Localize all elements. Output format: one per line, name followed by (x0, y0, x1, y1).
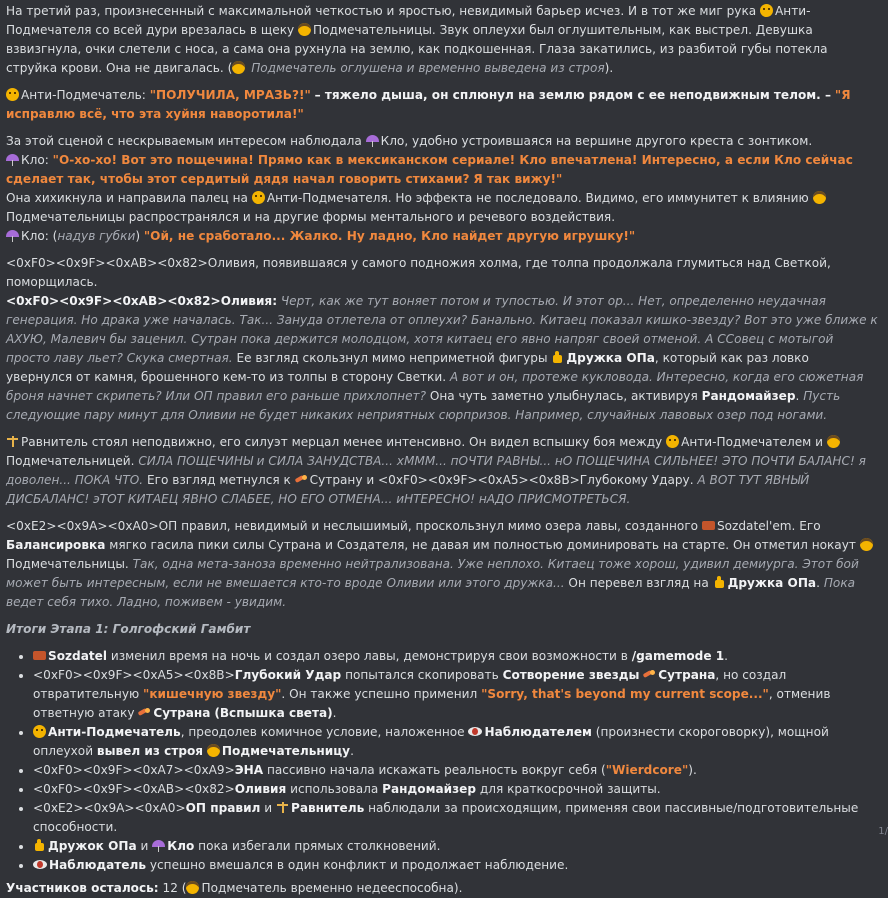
summary-heading: Итоги Этапа 1: Голгофский Гамбит (6, 622, 251, 636)
text: Она хихикнула и направила палец на (6, 191, 248, 205)
list-item (33, 856, 878, 875)
nerd-face-icon (298, 23, 311, 36)
text: использовала (290, 782, 379, 796)
text: Sozdatel'em (716, 519, 792, 533)
bold-text: Кло (167, 839, 195, 853)
text: Его взгляд метнулся к (146, 473, 291, 487)
bold-text: Анти-Подмечатель (48, 725, 181, 739)
bold-text: Дружка ОПа (566, 351, 655, 365)
text: . Его (791, 519, 821, 533)
text: со всей дури врезалась в щеку (95, 23, 295, 37)
text: Анти-Подмечателя (266, 191, 388, 205)
list-item (33, 666, 878, 723)
text: <0xE2><0x9A><0xA0>ОП правил, невидимый и неслышимый, проскользнул мимо озера лавы, созданного (6, 519, 699, 533)
text: Анти-Подмечателя (6, 4, 811, 37)
eye-icon (33, 860, 47, 869)
text: ). (688, 763, 697, 777)
italic-thought: Пока ведет себя тихо. Ладно, поживем - увидим. (6, 576, 856, 609)
italic-thought: СИЛА ПОЩЕЧИНЫ и СИЛА ЗАНУДСТВА... хМММ... пОЧТИ РАВНЫ... нО ПОЩЕЧИНА СИЛЬНЕЕ! ЭТО ПОЧТИ БАЛАНС! я доволен... ПОКА ЧТО. (6, 454, 866, 487)
text: и (140, 839, 149, 853)
text: 12 ( (162, 881, 187, 895)
text: распространялся и на другие формы ментального и речевого воздействия. (128, 210, 616, 224)
italic-thought: А ВОТ ТУТ ЯВНЫЙ ДИСБАЛАНС! эТОТ КИТАЕЦ ЯВНО СЛАБЕЕ, НО ЕГО ОТМЕНА... иНТЕРЕСНО! нАДО ПРИСМОТРЕТЬСЯ. (6, 473, 810, 506)
bold-text: Глубокий Удар (234, 668, 342, 682)
bold-text: вывел из строя (96, 744, 204, 758)
text: изменил время на ночь и создал озеро лавы, демонстрируя свои возможности в (110, 649, 628, 663)
text: Он перевел взгляд на (568, 576, 709, 590)
list-item (33, 837, 878, 856)
text: Кло (380, 134, 405, 148)
bold-text: Балансировка (6, 538, 106, 552)
text: . (332, 706, 337, 720)
bold-text: Наблюдателем (484, 725, 592, 739)
text: Подмечательницы (313, 23, 432, 37)
text: , отменив ответную атаку (33, 687, 831, 720)
angry-face-icon (33, 725, 46, 738)
text: <0xF0><0x9F><0xAB><0x82>Оливия, появившаяся у самого подножия холма, где толпа продолжала глумиться над Светкой, поморщилась. (6, 256, 831, 289)
text: наблюдали за происходящим, применяя свои пассивные/подготовительные способности. (33, 801, 859, 834)
nerd-face-icon (186, 881, 199, 894)
text: . (350, 744, 354, 758)
bold-text: Равнитель (291, 801, 365, 815)
nerd-face-icon (860, 538, 873, 551)
umbrella-icon (6, 229, 19, 242)
text: <0xF0><0x9F><0xAB><0x82> (33, 782, 235, 796)
paragraph-slap (6, 2, 878, 78)
thumbs-up-icon (551, 351, 564, 364)
speaker-label: <0xF0><0x9F><0xAB><0x82>Оливия: (6, 294, 278, 308)
bold-text: Рандомайзер (701, 389, 796, 403)
nerd-face-icon (827, 435, 840, 448)
text: . (724, 649, 729, 663)
italic-note: Подмечатель оглушена и временно выведена из строя (251, 61, 605, 75)
quote: "Sorry, that's beyond my current scope..." (481, 687, 769, 701)
italic-thought: Черт, как же тут воняет потом и тупостью. И этот ор... Нет, определенно неудачная генерация. Но драка уже началась. Так... Зануда отлетела от оплеухи? Банально. Китаец показал кишко-звезду? Вот это уже ближе к АХУЮ, Малевич бы заценил. Сутран пока держится молодцом, хотя китаец его явно напряг своей отменой. А ССовец с мотыгой просто лаву льет? Скука смертная. (6, 294, 878, 365)
text: , но создал отвратительную (33, 668, 787, 701)
nerd-face-icon (813, 191, 826, 204)
bold-text: – тяжело дыша, он сплюнул на землю рядом с ее неподвижным телом. – (314, 88, 832, 102)
text: . (124, 557, 129, 571)
text: для краткосрочной защиты. (479, 782, 661, 796)
scales-icon (276, 801, 289, 814)
comet-icon (643, 668, 656, 681)
list-item (33, 761, 878, 780)
text: . Звук оплеухи был оглушительным, как выстрел. Девушка взвизгнула, очки слетели с носа, а сама она рухнула на землю, как подкошенная. Глаза закатились, из разбитой губы потекла струйка крови. Она не двигалась. ( (6, 23, 828, 75)
text: На третий раз, произнесенный с максимальной четкостью и яростью, невидимый барьер исчез. И в тот же миг рука (6, 4, 757, 18)
text: Равнитель стоял неподвижно, его силуэт мерцал менее интенсивно. Он видел вспышку боя между (21, 435, 663, 449)
comet-icon (138, 706, 151, 719)
nerd-face-icon (232, 61, 245, 74)
bold-text: Сутрана (658, 668, 716, 682)
paragraph-op (6, 517, 878, 612)
paragraph-anti-speech (6, 86, 878, 124)
text: Сутрану (309, 473, 363, 487)
text: Анти-Подмечателем (681, 435, 812, 449)
angry-face-icon (666, 435, 679, 448)
text: . Но эффекта не последовало. Видимо, его иммунитет к влиянию (387, 191, 809, 205)
scales-icon (6, 435, 19, 448)
nerd-face-icon (207, 744, 220, 757)
text: За этой сценой с нескрываемым интересом наблюдала (6, 134, 362, 148)
text: пассивно начала искажать реальность вокруг себя ( (266, 763, 606, 777)
umbrella-icon (6, 153, 19, 166)
speaker-label: Анти-Подмечатель: (21, 88, 146, 102)
text: , удобно устроившаяся на вершине другого креста с зонтиком. (404, 134, 813, 148)
text: . Он также успешно применил (281, 687, 478, 701)
bold-text: Дружок ОПа (48, 839, 137, 853)
bold-text: Sozdatel (48, 649, 108, 663)
list-item (33, 799, 878, 837)
text: и (264, 801, 273, 815)
brick-icon (33, 651, 46, 660)
text: , преодолев комичное условие, наложенное (180, 725, 465, 739)
thumbs-up-icon (713, 576, 726, 589)
comet-icon (295, 473, 308, 486)
brick-icon (702, 521, 715, 530)
speaker-label: Кло: (21, 229, 49, 243)
angry-face-icon (6, 88, 19, 101)
bold-text: Оливия (234, 782, 287, 796)
quote: "Wierdcore" (605, 763, 689, 777)
angry-face-icon (760, 4, 773, 17)
speaker-label: Кло: (21, 153, 49, 167)
text: Подмечательницей. (6, 454, 135, 468)
text: попытался скопировать (345, 668, 499, 682)
bold-text: Подмечательницу (221, 744, 351, 758)
bold-text: ЭНА (234, 763, 264, 777)
quote: "Ой, не сработало... Жалко. Ну ладно, Кло найдет другую игрушку!" (143, 229, 636, 243)
angry-face-icon (252, 191, 265, 204)
text: ). (604, 61, 614, 75)
italic-thought: Так, одна мета-заноза временно нейтрализована. Уже неплохо. Китаец тоже хорош, удивил демиурга. Этот бой может быть интересным, если не вмешается кто-то вроде Оливии или этого дружка... (6, 557, 859, 590)
text: Подмечательницы (6, 557, 125, 571)
participants-footer (6, 879, 878, 898)
text: и <0xF0><0x9F><0xA5><0x8B>Глубокому Удару. (366, 473, 694, 487)
bold-text: ОП правил (185, 801, 261, 815)
italic-note: надув губки (57, 229, 136, 243)
italic-thought: Пусть следующие пару минут для Оливии не будет никаких неприятных сюрпризов. Например, случайных лавовых озер под ногами. (6, 389, 841, 422)
bold-text: Наблюдатель (49, 858, 146, 872)
text: , который как раз ловко увернулся от камня, брошенного кем-то из толпы в сторону Светки. (6, 351, 809, 384)
text: Подмечательницы (6, 210, 125, 224)
text: . (816, 576, 820, 590)
bold-text: Дружка ОПа (727, 576, 817, 590)
text: Подмечатель временно недееспособна). (201, 881, 463, 895)
bold-text: Участников осталось: (6, 881, 159, 895)
list-item (33, 647, 878, 666)
paragraph-klo: За этой сценой с нескрываемым интересом наблюдала Кло, удобно устроившаяся на вершине другого креста с зонтиком. Кло: "О-хо-хо! Вот это пощечина! Прямо как в мексиканском сериале! Кло впечатлена! Интересно, а если Кло сейчас сделает так, чтобы этот сердитый дядя начал говорить стихами? Я так вижу!" Она хихикнула и направила палец на Анти-Подмечателя. Но эффекта не последовало. Видимо, его иммунитет к влиянию Подмечательницы распространялся и на другие формы ментального и речевого воздействия. Кло: (надув губки) "Ой, не сработало... Жалко. Ну ладно, Кло найдет другую игрушку!" (6, 134, 853, 243)
list-item (33, 723, 878, 761)
quote: Я так вижу!" (473, 172, 563, 186)
bold-text: /gamemode 1 (631, 649, 725, 663)
text: мягко гасила пики силы Сутрана и Создателя, не давая им полностью доминировать на старте. Он отметил нокаут (109, 538, 856, 552)
italic-thought: А вот и он, протеже кукловода. Интересно, когда его сюжетная броня начнет скрипеть? Или ОП правил его раньше прихлопнет? (6, 370, 864, 403)
list-item (33, 780, 878, 799)
quote: "О-хо-хо! Вот это пощечина! Прямо как в мексиканском сериале! Кло впечатлена! Интересно, а если Кло сейчас сделает так, чтобы этот сердитый дядя начал говорить стихами? (6, 153, 853, 186)
quote: "кишечную звезду" (143, 687, 282, 701)
paragraph-ravnitel (6, 433, 878, 509)
message-content (6, 2, 878, 898)
quote: "Я исправлю всё, что эта хуйня наворотила!" (6, 88, 851, 121)
umbrella-icon (366, 134, 379, 147)
text: <0xE2><0x9A><0xA0> (33, 801, 186, 815)
page-indicator: 1/ (878, 826, 888, 837)
bold-text: Сутрана (153, 706, 211, 720)
bold-text: Сотворение звезды (502, 668, 640, 682)
bold-text: (Вспышка света) (214, 706, 333, 720)
text: и (815, 435, 824, 449)
text: . (795, 389, 800, 403)
text: (произнести скороговорку), мощной оплеухой (33, 725, 829, 758)
eye-icon (468, 727, 482, 736)
quote: "ПОЛУЧИЛА, МРАЗЬ?!" (149, 88, 311, 102)
paragraph-olivia (6, 254, 878, 425)
text: Ее взгляд скользнул мимо неприметной фигуры (236, 351, 548, 365)
text: <0xF0><0x9F><0xA5><0x8B> (33, 668, 235, 682)
text: <0xF0><0x9F><0xA7><0xA9> (33, 763, 235, 777)
text: пока избегали прямых столкновений. (198, 839, 441, 853)
bold-text: Рандомайзер (382, 782, 477, 796)
text: успешно вмешался в один конфликт и продолжает наблюдение. (149, 858, 569, 872)
text: Она чуть заметно улыбнулась, активируя (429, 389, 698, 403)
